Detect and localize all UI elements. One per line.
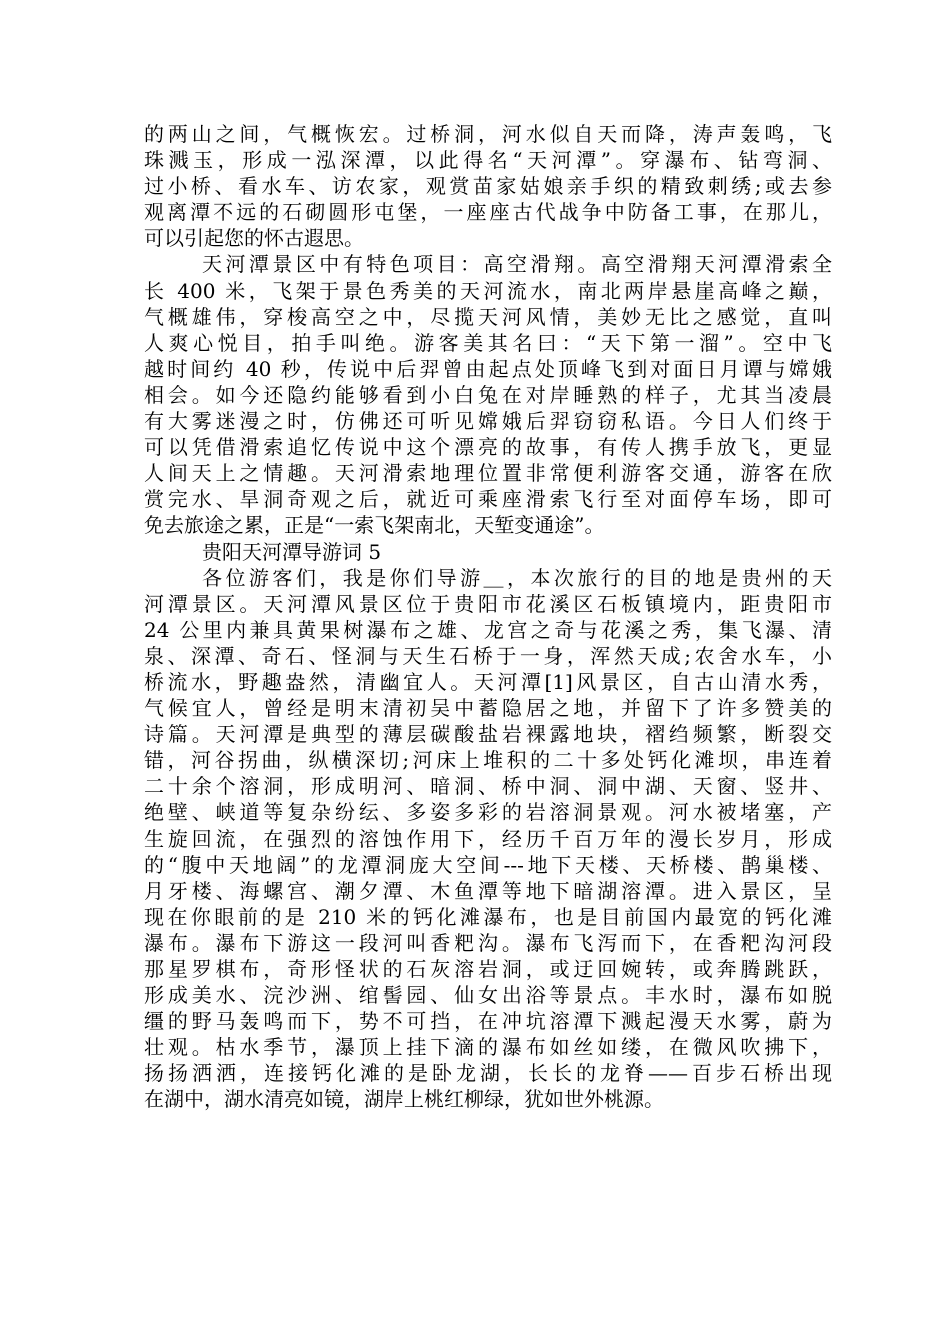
text-line: 赏完水、旱洞奇观之后，就近可乘座滑索飞行至对面停车场，即可 [144,487,832,512]
text-line: 24 公里内兼具黄果树瀑布之雄、龙宫之奇与花溪之秀，集飞瀑、清 [144,617,832,642]
text-line: 可以引起您的怀古遐思。 [144,226,364,251]
text-line: 的两山之间，气概恢宏。过桥洞，河水似自天而降，涛声轰鸣，飞 [144,122,832,146]
text-line: 二十余个溶洞，形成明河、暗洞、桥中洞、洞中湖、天窗、竖井、 [144,774,832,799]
text-line: 泉、深潭、奇石、怪洞与天生石桥于一身，浑然天成;农舍水车，小 [144,643,832,668]
text-line: 相会。如今还隐约能够看到小白兔在对岸睡熟的样子，尤其当凌晨 [144,382,832,407]
text-line: 扬扬洒洒，连接钙化滩的是卧龙湖，长长的龙脊——百步石桥出现 [144,1061,832,1086]
text-line: 桥流水，野趣盎然，清幽宜人。天河潭[1]风景区，自古山清水秀， [144,669,832,694]
text-line: 诗篇。天河潭是典型的薄层碳酸盐岩裸露地块，褶绉频繁，断裂交 [144,722,832,747]
text-line: 越时间约 40 秒，传说中后羿曾由起点处顶峰飞到对面日月谭与嫦娥 [144,356,832,381]
text-line: 错，河谷拐曲，纵横深切;河床上堆积的二十多处钙化滩坝，串连着 [144,748,832,773]
text-line: 在湖中，湖水清亮如镜，湖岸上桃红柳绿，犹如世外桃源。 [144,1087,664,1112]
text-line: 气概雄伟，穿梭高空之中，尽揽天河风情，美妙无比之感觉，直叫 [144,304,832,329]
text-line: 各位游客们，我是你们导游＿，本次旅行的目的地是贵州的天 [202,565,832,590]
section-heading [144,539,832,565]
text-line: 现在你眼前的是 210 米的钙化滩瀑布，也是目前国内最宽的钙化滩 [144,904,832,929]
paragraph-1 [144,121,832,251]
text-line: 长 400 米，飞架于景色秀美的天河流水，南北两岸悬崖高峰之巅， [144,278,832,303]
text-line: 人间天上之情趣。天河滑索地理位置非常便利游客交通，游客在欣 [144,461,832,486]
text-line: 壮观。枯水季节，瀑顶上挂下滴的瀑布如丝如缕，在微风吹拂下， [144,1035,832,1060]
text-line: 可以凭借滑索追忆传说中这个漂亮的故事，有传人携手放飞，更显 [144,435,832,460]
text-line: 观离潭不远的石砌圆形屯堡，一座座古代战争中防备工事，在那儿， [144,200,832,225]
text-line: 气候宜人，曾经是明末清初吴中蓄隐居之地，并留下了许多赞美的 [144,696,832,721]
text-line: 形成美水、浣沙洲、绾髻园、仙女出浴等景点。丰水时，瀑布如脱 [144,983,832,1008]
paragraph-3 [144,565,832,1113]
text-line: 有大雾迷漫之时，仿佛还可听见嫦娥后羿窃窃私语。今日人们终于 [144,409,832,434]
text-line: 河潭景区。天河潭风景区位于贵阳市花溪区石板镇境内，距贵阳市 [144,591,832,616]
text-line: 的“腹中天地阔”的龙潭洞庞大空间---地下天楼、天桥楼、鹊巢楼、 [144,852,832,877]
text-line: 生旋回流，在强烈的溶蚀作用下，经历千百万年的漫长岁月，形成 [144,826,832,851]
text-line: 免去旅途之累，正是“一索飞架南北，天堑变通途”。 [144,513,605,538]
text-line: 过小桥、看水车、访农家，观赏苗家姑娘亲手织的精致刺绣;或去参 [144,174,832,199]
text-line: 月牙楼、海螺宫、潮夕潭、木鱼潭等地下暗湖溶潭。进入景区，呈 [144,878,832,903]
text-line: 缰的野马轰鸣而下，势不可挡，在冲坑溶潭下溅起漫天水雾，蔚为 [144,1009,832,1034]
document-body [144,121,832,1113]
text-line: 人爽心悦目，拍手叫绝。游客美其名曰：“天下第一溜”。空中飞 [144,330,832,355]
text-line: 珠溅玉，形成一泓深潭，以此得名“天河潭”。穿瀑布、钻弯洞、 [144,148,832,173]
paragraph-2 [144,251,832,538]
heading-text: 贵阳天河潭导游词 5 [202,539,382,564]
text-line: 瀑布。瀑布下游这一段河叫香粑沟。瀑布飞泻而下，在香粑沟河段 [144,930,832,955]
text-line: 绝壁、峡道等复杂纷纭、多姿多彩的岩溶洞景观。河水被堵塞，产 [144,800,832,825]
text-line: 那星罗棋布，奇形怪状的石灰溶岩洞，或迂回婉转，或奔腾跳跃， [144,957,832,981]
text-line: 天河潭景区中有特色项目：高空滑翔。高空滑翔天河潭滑索全 [202,252,832,277]
